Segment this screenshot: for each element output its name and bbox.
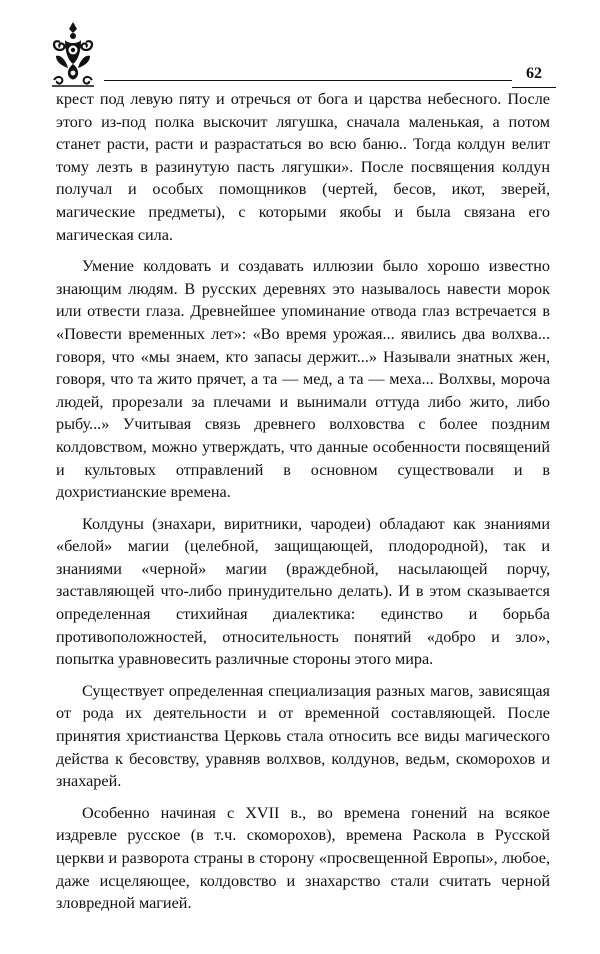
paragraph: Колдуны (знахари, виритники, чародеи) обладают как знаниями «белой» магии (целебной, защищающей, плодородной), так и знаниями «черной» магии (враждебной, насылающей порчу, заставляющей что-либо принудительно делать). И в этом сказывается определенная стихийная диалектика: единство и борьба противоположностей, относительность понятий «добро и зло», попытка уравновесить различные стороны этого мира.	[56, 514, 550, 669]
page-number: 62	[526, 65, 542, 82]
paragraph: Особенно начиная с XVII в., во времена гонений на всякое издревле русское (в т.ч. скоморохов), времена Раскола в Русской церкви и разворота страны в сторону «просвещенной Европы», любое, даже исцеляющее, колдовство и знахарство стали считать черной зловредной магией.	[56, 803, 550, 913]
body-text	[56, 88, 550, 924]
paragraph: Существует определенная специализация разных магов, зависящая от рода их деятельности и от временной составляющей. После принятия христианства Церковь стала относить все виды магического действа к бесовству, уравняв волхвов, колдунов, ведьм, скоморохов и знахарей.	[56, 681, 550, 791]
page-header	[48, 20, 556, 92]
ornamental-emblem-icon	[48, 20, 98, 88]
header-rule	[104, 80, 512, 81]
paragraph: Умение колдовать и создавать иллюзии было хорошо известно знающим людям. В русских деревнях это называлось навести морок или отвести глаза. Древнейшее упоминание отвода глаз встречается в «Повести временных лет»: «Во время урожая... явились два волхва... говоря, что «мы знаем, кто запасы держит...» Называли знатных жен, говоря, что та жито прячет, а та — мед, а та — меха... Волхвы, мороча людей, прорезали за плечами и вынимали оттуда либо жито, либо рыбу...» Учитывая связь древнего волховства с более поздним колдовством, можно утверждать, что данные особенности посвящений и культовых отправлений в основном существовали и в дохристианские времена.	[56, 257, 550, 502]
paragraph: крест под левую пяту и отречься от бога и царства небесного. После этого из-под полка выскочит лягушка, сначала маленькая, а потом станет расти, расти и разрастаться во всю баню.. Тогда колдун велит тому лезть в разинутую пасть лягушки». После посвящения колдун получал и особых помощников (чертей, бесов, икот, зверей, магические предметы), с которыми якобы и была связана его магическая сила.	[56, 90, 550, 244]
